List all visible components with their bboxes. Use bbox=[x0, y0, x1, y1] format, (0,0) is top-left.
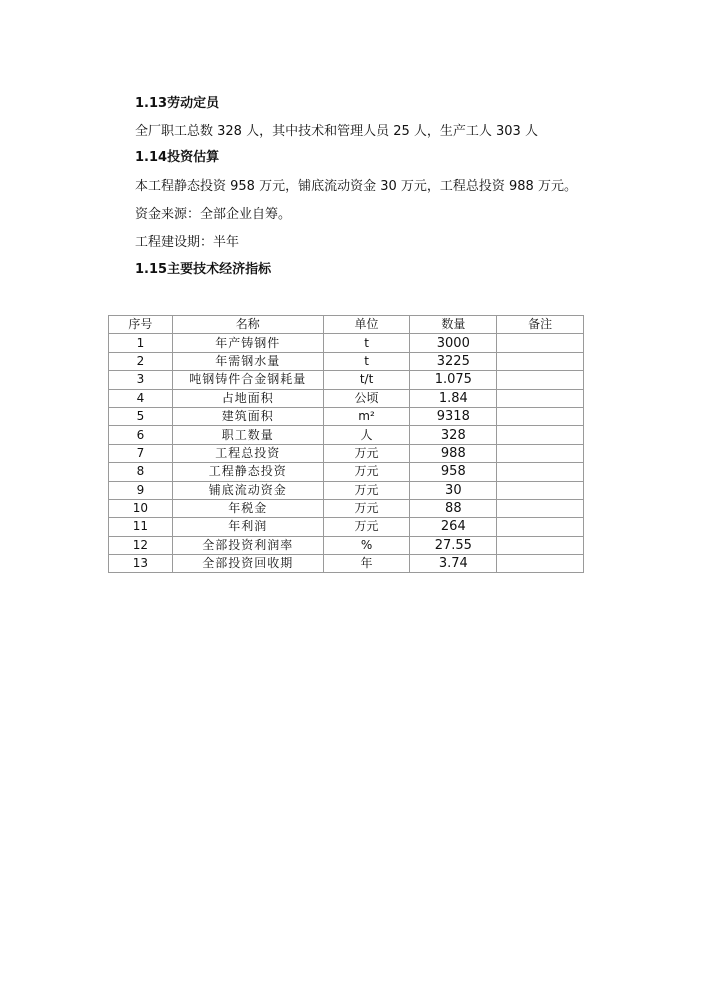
table-row bbox=[109, 426, 584, 444]
table-row bbox=[109, 371, 584, 389]
cell-unit: t/t bbox=[323, 371, 410, 389]
table-row bbox=[109, 389, 584, 407]
cell-note bbox=[497, 371, 584, 389]
cell-unit: 年 bbox=[323, 555, 410, 573]
section-1-13-text: 全厂职工总数 328 人，其中技术和管理人员 25 人，生产工人 303 人 bbox=[135, 124, 538, 139]
header-no: 序号 bbox=[109, 316, 173, 334]
cell-qty: 988 bbox=[410, 444, 497, 462]
cell-name: 年需钢水量 bbox=[172, 352, 323, 370]
cell-no: 10 bbox=[109, 499, 173, 517]
section-1-14-title: 1.14投资估算 bbox=[135, 150, 220, 165]
cell-qty: 3225 bbox=[410, 352, 497, 370]
cell-name: 工程静态投资 bbox=[172, 463, 323, 481]
cell-unit: 万元 bbox=[323, 463, 410, 481]
header-qty: 数量 bbox=[410, 316, 497, 334]
cell-no: 8 bbox=[109, 463, 173, 481]
cell-unit: t bbox=[323, 334, 410, 352]
cell-note bbox=[497, 389, 584, 407]
cell-note bbox=[497, 407, 584, 425]
cell-note bbox=[497, 518, 584, 536]
cell-unit: 人 bbox=[323, 426, 410, 444]
cell-no: 6 bbox=[109, 426, 173, 444]
cell-name: 全部投资利润率 bbox=[172, 536, 323, 554]
cell-note bbox=[497, 536, 584, 554]
table-row bbox=[109, 352, 584, 370]
cell-unit: t bbox=[323, 352, 410, 370]
cell-qty: 3000 bbox=[410, 334, 497, 352]
cell-name: 年产铸钢件 bbox=[172, 334, 323, 352]
cell-unit: m² bbox=[323, 407, 410, 425]
cell-name: 全部投资回收期 bbox=[172, 555, 323, 573]
cell-qty: 1.075 bbox=[410, 371, 497, 389]
cell-note bbox=[497, 352, 584, 370]
cell-qty: 1.84 bbox=[410, 389, 497, 407]
table-row bbox=[109, 463, 584, 481]
cell-qty: 264 bbox=[410, 518, 497, 536]
header-unit: 单位 bbox=[323, 316, 410, 334]
cell-no: 4 bbox=[109, 389, 173, 407]
cell-no: 9 bbox=[109, 481, 173, 499]
cell-name: 吨钢铸件合金钢耗量 bbox=[172, 371, 323, 389]
cell-qty: 3.74 bbox=[410, 555, 497, 573]
table-row bbox=[109, 481, 584, 499]
table-row bbox=[109, 444, 584, 462]
cell-name: 占地面积 bbox=[172, 389, 323, 407]
cell-unit: 万元 bbox=[323, 481, 410, 499]
indicators-table bbox=[108, 315, 584, 573]
cell-unit: 万元 bbox=[323, 499, 410, 517]
table-header-row bbox=[109, 316, 584, 334]
cell-qty: 328 bbox=[410, 426, 497, 444]
cell-note bbox=[497, 463, 584, 481]
section-1-14-text-funding: 资金来源：全部企业自筹。 bbox=[135, 207, 292, 222]
table-row bbox=[109, 407, 584, 425]
cell-no: 13 bbox=[109, 555, 173, 573]
table-row bbox=[109, 518, 584, 536]
section-1-13-title: 1.13劳动定员 bbox=[135, 96, 220, 111]
cell-note bbox=[497, 555, 584, 573]
cell-unit: 公顷 bbox=[323, 389, 410, 407]
cell-name: 年税金 bbox=[172, 499, 323, 517]
cell-unit: 万元 bbox=[323, 444, 410, 462]
section-1-15-title: 1.15主要技术经济指标 bbox=[135, 262, 272, 277]
section-1-14-text-investment: 本工程静态投资 958 万元，铺底流动资金 30 万元，工程总投资 988 万元。 bbox=[135, 179, 577, 194]
cell-qty: 958 bbox=[410, 463, 497, 481]
cell-name: 工程总投资 bbox=[172, 444, 323, 462]
cell-no: 5 bbox=[109, 407, 173, 425]
table-row bbox=[109, 334, 584, 352]
table-row bbox=[109, 555, 584, 573]
header-note: 备注 bbox=[497, 316, 584, 334]
section-1-14-text-period: 工程建设期：半年 bbox=[135, 235, 240, 250]
cell-name: 职工数量 bbox=[172, 426, 323, 444]
table-row bbox=[109, 499, 584, 517]
cell-no: 12 bbox=[109, 536, 173, 554]
cell-no: 2 bbox=[109, 352, 173, 370]
cell-qty: 9318 bbox=[410, 407, 497, 425]
cell-name: 铺底流动资金 bbox=[172, 481, 323, 499]
cell-unit: 万元 bbox=[323, 518, 410, 536]
cell-qty: 27.55 bbox=[410, 536, 497, 554]
cell-no: 7 bbox=[109, 444, 173, 462]
cell-note bbox=[497, 334, 584, 352]
table-row bbox=[109, 536, 584, 554]
cell-name: 年利润 bbox=[172, 518, 323, 536]
cell-no: 11 bbox=[109, 518, 173, 536]
cell-no: 3 bbox=[109, 371, 173, 389]
cell-note bbox=[497, 444, 584, 462]
cell-unit: % bbox=[323, 536, 410, 554]
cell-note bbox=[497, 426, 584, 444]
cell-qty: 88 bbox=[410, 499, 497, 517]
cell-no: 1 bbox=[109, 334, 173, 352]
header-name: 名称 bbox=[172, 316, 323, 334]
cell-note bbox=[497, 481, 584, 499]
cell-note bbox=[497, 499, 584, 517]
cell-name: 建筑面积 bbox=[172, 407, 323, 425]
cell-qty: 30 bbox=[410, 481, 497, 499]
